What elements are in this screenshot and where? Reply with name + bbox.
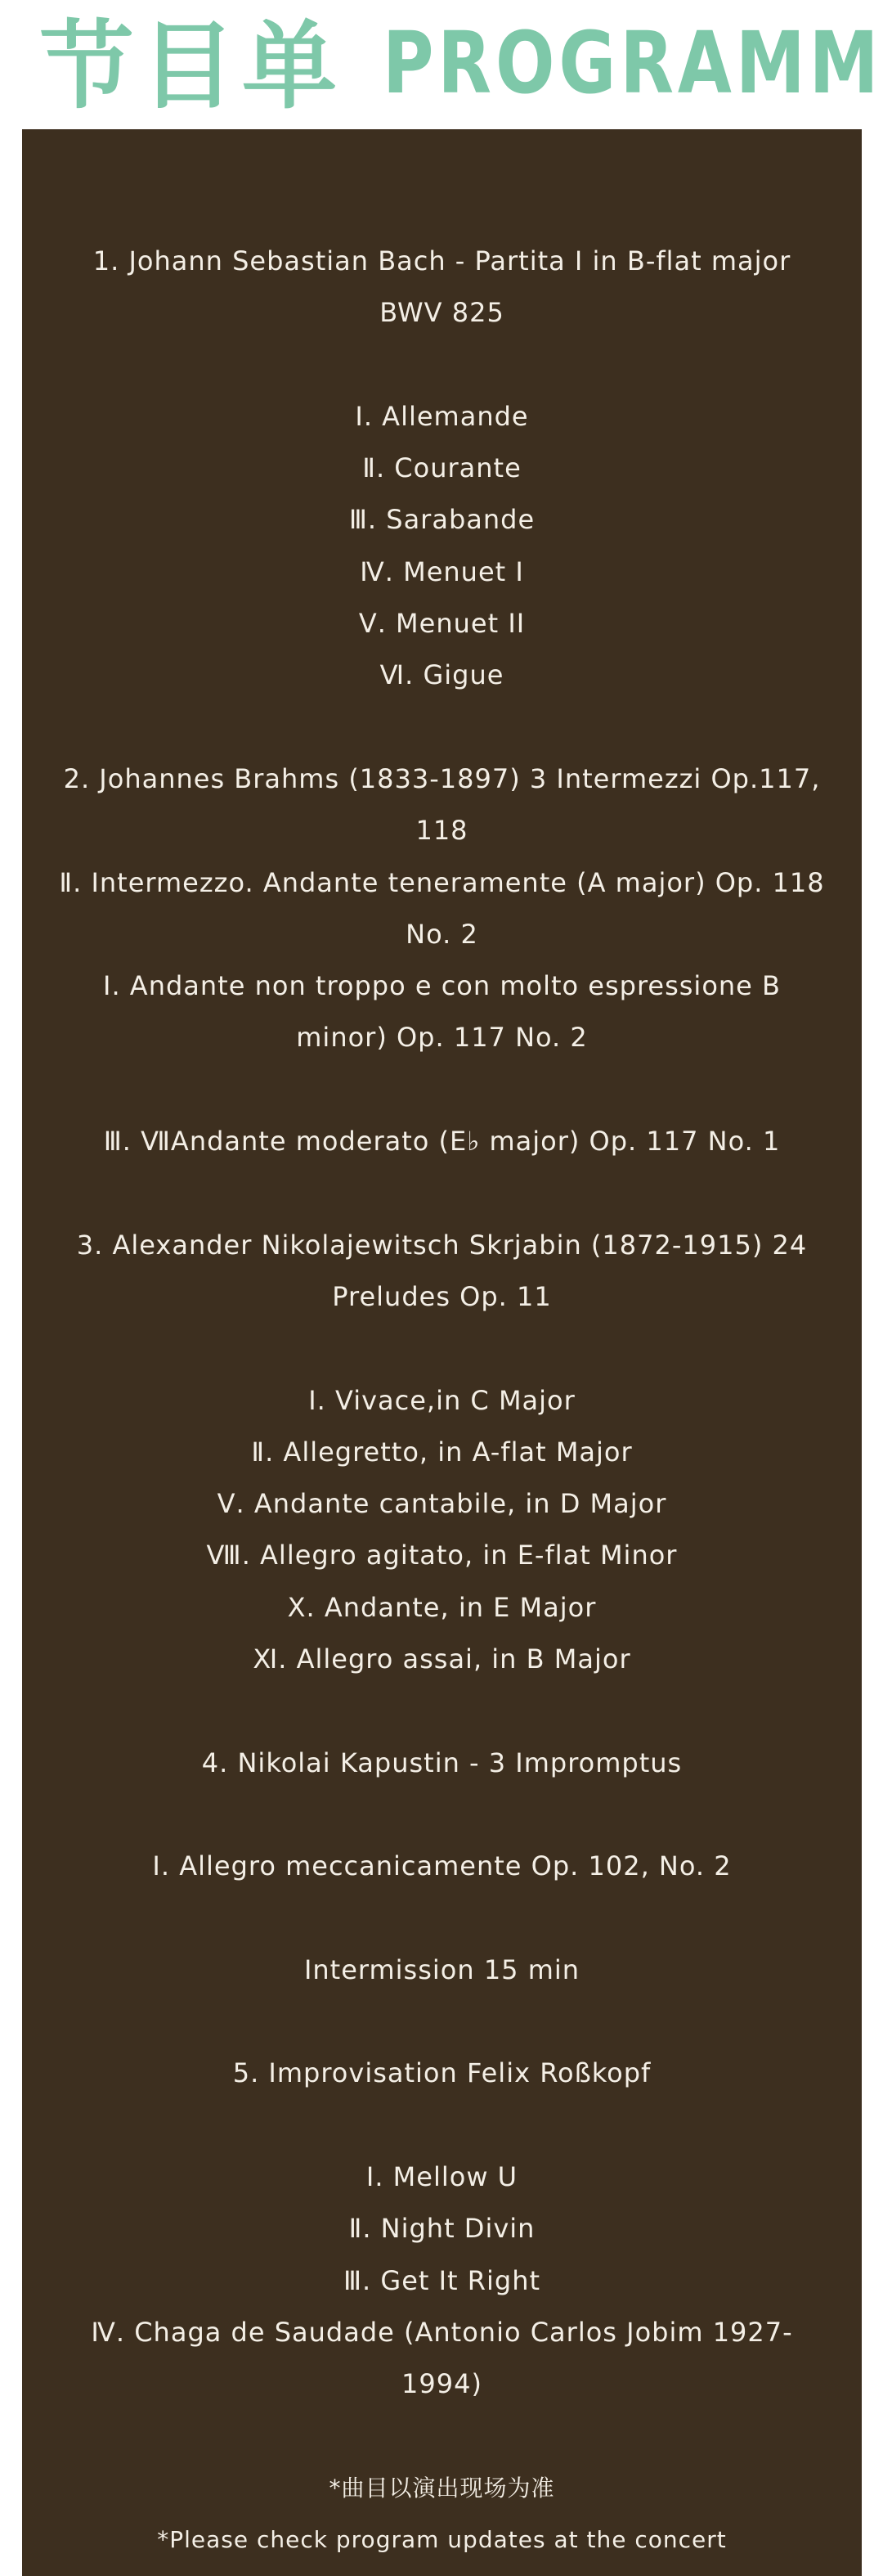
- note-chinese: *曲目以演出现场为准: [329, 2474, 555, 2502]
- piece-2-movement: Ⅲ. ⅦAndante moderato (E♭ major) Op. 117 No. 1: [103, 1126, 781, 1158]
- program-panel: [22, 129, 862, 2576]
- piece-2-movement: Ⅰ. Andante non troppo e con molto espressione B: [103, 970, 781, 1002]
- spacer: [22, 1996, 862, 2048]
- intermission: Intermission 15 min: [303, 1953, 580, 1985]
- piece-3-title: 3. Alexander Nikolajewitsch Skrjabin (1872-1915) 24: [76, 1229, 808, 1261]
- piece-3-movement: Ⅷ. Allegro agitato, in E-flat Minor: [206, 1540, 678, 1571]
- piece-1-title: 1. Johann Sebastian Bach - Partita I in B-flat major: [92, 245, 791, 276]
- piece-1-movement: Ⅴ. Menuet II: [358, 608, 526, 640]
- piece-2-movement-cont: minor) Op. 117 No. 2: [296, 1022, 588, 1054]
- piece-3-movement: Ⅺ. Allegro assai, in B Major: [253, 1643, 631, 1675]
- spacer: [22, 702, 862, 753]
- piece-3-movement: Ⅹ. Andante, in E Major: [287, 1591, 597, 1623]
- piece-5-movement: Ⅲ. Get It Right: [343, 2264, 541, 2296]
- piece-1-title-cont: BWV 825: [379, 297, 504, 329]
- spacer: [22, 1323, 862, 1374]
- spacer: [22, 1893, 862, 1944]
- piece-1-movement: Ⅳ. Menuet I: [360, 555, 524, 587]
- piece-2-movement-cont: No. 2: [406, 918, 478, 950]
- piece-4-movement: Ⅰ. Allegro meccanicamente Op. 102, No. 2: [152, 1850, 732, 1882]
- header: [0, 0, 883, 129]
- piece-1-movement: Ⅰ. Allemande: [355, 400, 529, 432]
- piece-5-movement: Ⅰ. Mellow U: [365, 2160, 518, 2192]
- piece-5-title: 5. Improvisation Felix Roßkopf: [232, 2057, 652, 2089]
- spacer: [22, 2410, 862, 2461]
- piece-3-movement: Ⅴ. Andante cantabile, in D Major: [217, 1488, 667, 1520]
- piece-3-title-cont: Preludes Op. 11: [332, 1280, 552, 1312]
- spacer: [22, 1685, 862, 1737]
- title-chinese: 节目单: [39, 11, 343, 122]
- piece-5-movement: Ⅱ. Night Divin: [348, 2213, 536, 2245]
- piece-3-movement: Ⅰ. Vivace,in C Major: [308, 1384, 576, 1416]
- piece-1-movement: Ⅲ. Sarabande: [348, 504, 536, 536]
- spacer: [22, 2100, 862, 2151]
- spacer: [22, 1789, 862, 1841]
- piece-1-movement: Ⅵ. Gigue: [379, 659, 504, 691]
- piece-5-movement-cont: 1994): [401, 2368, 482, 2400]
- piece-2-movement: Ⅱ. Intermezzo. Andante teneramente (A major) Op. 118: [59, 866, 825, 898]
- spacer: [22, 339, 862, 391]
- program-list: [22, 236, 862, 2565]
- piece-2-title: 2. Johannes Brahms (1833-1897) 3 Intermezzi Op.117,: [63, 762, 821, 794]
- piece-3-movement: Ⅱ. Allegretto, in A-flat Major: [251, 1436, 633, 1468]
- piece-1-movement: Ⅱ. Courante: [362, 452, 522, 484]
- note-english: *Please check program updates at the concert: [157, 2526, 727, 2554]
- spacer: [22, 1064, 862, 1116]
- piece-4-title: 4. Nikolai Kapustin - 3 Impromptus: [201, 1747, 683, 1778]
- title-english: PROGRAMM: [383, 13, 883, 113]
- piece-2-title-cont: 118: [415, 815, 468, 847]
- piece-5-movement: Ⅳ. Chaga de Saudade (Antonio Carlos Jobim 1927-: [91, 2316, 793, 2348]
- spacer: [22, 1167, 862, 1219]
